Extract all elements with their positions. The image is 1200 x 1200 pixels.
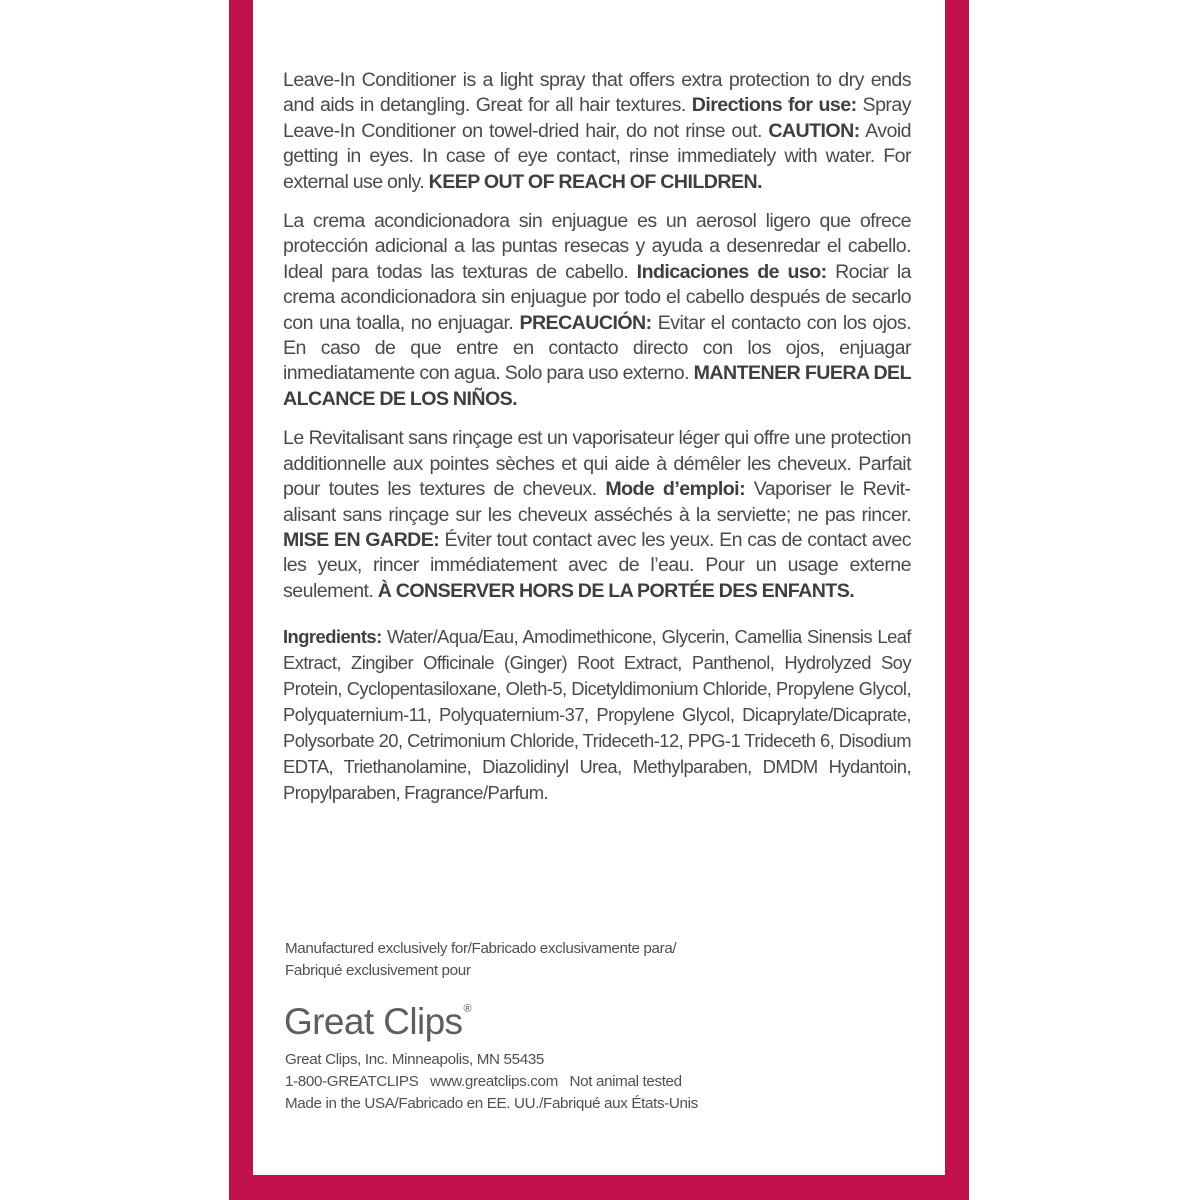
manufactured-for-line-1: Manufactured exclusively for/Fabricado exclusivamente para/: [285, 940, 677, 957]
english-caution-text: Avoid getting in eyes. In case of eye contact, rinse immediately with water. For external use only.: [283, 119, 911, 193]
french-directions-text: Vaporiser le Revitalisant sans rinçage sur les cheveux asséchés à la serviette; ne pas rincer.: [283, 478, 911, 526]
logo-wordmark: Great Clips: [284, 1001, 463, 1042]
french-directions-heading: Mode d’emploi:: [605, 478, 746, 501]
french-paragraph: [283, 426, 911, 604]
spanish-keep-out-warning: MANTENER FUERA DEL ALCANCE DE LOS NIÑOS.: [283, 362, 911, 410]
english-keep-out-warning: KEEP OUT OF REACH OF CHILDREN.: [428, 170, 762, 193]
manufacturer-block: [285, 938, 845, 1115]
english-caution-heading: CAUTION:: [768, 119, 860, 142]
company-address: Great Clips, Inc. Minneapolis, MN 55435: [285, 1051, 545, 1068]
english-paragraph: [283, 68, 911, 195]
animal-testing-note: Not animal tested: [569, 1073, 682, 1090]
ingredients-list: Water/Aqua/Eau, Amodimethicone, Glycerin, Camellia Sinensis Leaf Extract, Zingiber Officinale (Ginger) Root Extract, Panthenol, Hydrolyzed Soy Protein, Cyclopentasiloxane, Oleth-5, Dicetyldimonium Chloride, Propylene Glycol, Polyquaternium-11, Polyquaternium-37, Propylene Glycol, Dicaprylate/Dicaprate, Polysorbate 20, Cetrimonium Chloride, Trideceth-12, PPG-1 Trideceth 6, Disodium EDTA, Triethanolamine, Diazolidinyl Urea, Methylparaben, DMDM Hydantoin, Propylparaben, Fragrance/Parfum.: [283, 626, 911, 804]
phone-number: 1-800-GREATCLIPS: [285, 1073, 419, 1090]
french-caution-heading: MISE EN GARDE:: [283, 528, 440, 551]
spanish-intro: La crema acondicionadora sin enjuague es un aerosol ligero que ofrece protección adicional a las puntas resecas y ayuda a desenredar el cabello. Ideal para todas las texturas de cabello.: [283, 210, 911, 283]
english-directions-text: Spray Leave-In Conditioner on towel-dried hair, do not rinse out.: [283, 94, 911, 142]
manufactured-for-line-2: Fabriqué exclusivement pour: [285, 962, 471, 979]
spanish-paragraph: [283, 209, 911, 412]
spanish-directions-text: Rociar la crema acondicionadora sin enjuague por todo el cabello después de secarlo con una toalla, no enjuagar.: [283, 260, 911, 334]
french-keep-out-warning: À CONSERVER HORS DE LA PORTÉE DES ENFANTS.: [377, 579, 855, 602]
french-caution-text: Éviter tout contact avec les yeux. En cas de contact avec les yeux, rincer immédiatement avec de l’eau. Pour un usage externe seulement.: [283, 528, 911, 602]
ingredients-heading: Ingredients:: [283, 626, 382, 648]
spanish-caution-heading: PRECAUCIÓN:: [519, 311, 652, 334]
spanish-caution-text: Evitar el contacto con los ojos. En caso de que entre en contacto directo con los ojos, enjuagar inmediatamente con agua. Solo para uso externo.: [283, 311, 911, 385]
label-copy: [283, 68, 911, 820]
contact-line: [285, 1071, 845, 1093]
country-of-origin: Made in the USA/Fabricado en EE. UU./Fabriqué aux États-Unis: [285, 1095, 698, 1112]
french-intro: Le Revitalisant sans rinçage est un vaporisateur léger qui offre une protection additionnelle aux pointes sèches et qui aide à démêler les cheveux. Parfait pour toutes les textures de cheveux.: [283, 427, 911, 501]
spanish-directions-heading: Indicaciones de uso:: [636, 260, 827, 283]
ingredients-paragraph: [283, 624, 911, 806]
website: www.greatclips.com: [430, 1073, 558, 1090]
registered-mark: ®: [463, 1003, 472, 1015]
english-intro: Leave-In Conditioner is a light spray that offers extra protection to dry ends and aids in detangling. Great for all hair textures.: [283, 69, 911, 117]
great-clips-logo: [284, 986, 845, 1045]
english-directions-heading: Directions for use:: [691, 94, 857, 117]
